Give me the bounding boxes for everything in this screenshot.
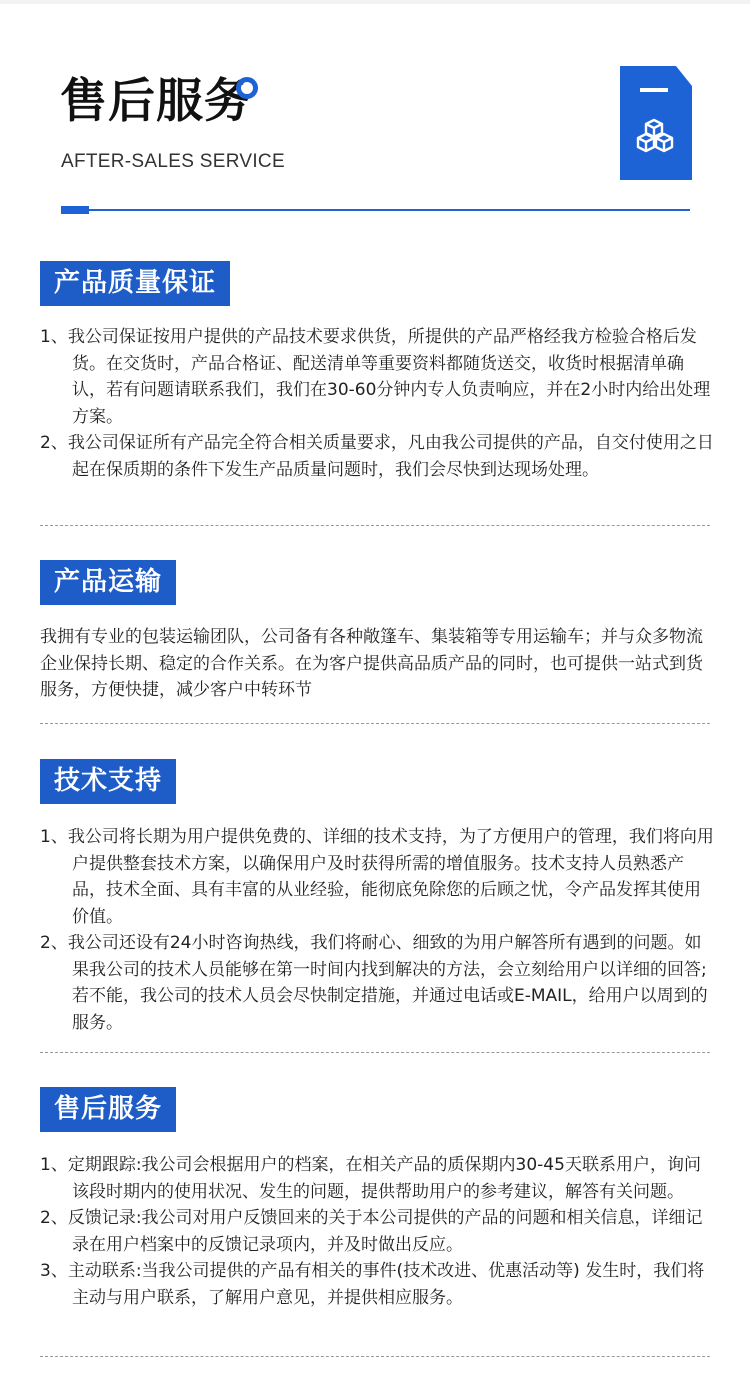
document-cubes-icon xyxy=(620,66,692,180)
list-item: 1、我公司将长期为用户提供免费的、详细的技术支持，为了方便用户的管理，我们将向用户提供整套技术方案，以确保用户及时获得所需的增值服务。技术支持人员熟悉产品，技术全面、具有丰富的从业经验，能彻底免除您的后顾之忧，令产品发挥其使用价值。 xyxy=(40,827,714,927)
section-body-after-sales xyxy=(40,1152,715,1311)
divider xyxy=(40,1052,710,1053)
section-heading-transport: 产品运输 xyxy=(40,560,176,605)
page-title: 售后服务 xyxy=(60,74,252,129)
list-item: 2、我公司还设有24小时咨询热线，我们将耐心、细致的为用户解答所有遇到的问题。如果我公司的技术人员能够在第一时间内找到解决的方法，会立刻给用户以详细的回答;若不能，我公司的技术人员会尽快制定措施，并通过电话或E-MAIL，给用户以周到的服务。 xyxy=(40,933,708,1033)
section-body-tech-support xyxy=(40,824,715,1036)
divider xyxy=(40,1356,710,1357)
paragraph: 我拥有专业的包装运输团队，公司备有各种敞篷车、集装箱等专用运输车；并与众多物流企业保持长期、稳定的合作关系。在为客户提供高品质产品的同时，也可提供一站式到货服务，方便快捷，减少客户中转环节 xyxy=(40,627,703,700)
divider xyxy=(40,723,710,724)
divider xyxy=(40,525,710,526)
title-ring-icon xyxy=(236,77,258,99)
list-item: 2、我公司保证所有产品完全符合相关质量要求，凡由我公司提供的产品，自交付使用之日起在保质期的条件下发生产品质量问题时，我们会尽快到达现场处理。 xyxy=(40,433,714,480)
page-subtitle: AFTER-SALES SERVICE xyxy=(61,151,285,172)
top-strip xyxy=(0,0,750,4)
section-body-quality xyxy=(40,324,715,483)
list-item: 3、主动联系:当我公司提供的产品有相关的事件(技术改进、优惠活动等) 发生时，我们将主动与用户联系，了解用户意见，并提供相应服务。 xyxy=(40,1261,705,1308)
list-item: 1、我公司保证按用户提供的产品技术要求供货，所提供的产品严格经我方检验合格后发货。在交货时，产品合格证、配送清单等重要资料都随货送交，收货时根据清单确认，若有问题请联系我们，我们在30-60分钟内专人负责响应，并在2小时内给出处理方案。 xyxy=(40,327,711,427)
title-underline xyxy=(61,209,690,211)
section-heading-after-sales: 售后服务 xyxy=(40,1087,176,1132)
list-item: 1、定期跟踪:我公司会根据用户的档案，在相关产品的质保期内30-45天联系用户，询问该段时期内的使用状况、发生的问题，提供帮助用户的参考建议，解答有关问题。 xyxy=(40,1155,701,1202)
section-heading-tech-support: 技术支持 xyxy=(40,759,176,804)
section-body-transport xyxy=(40,624,715,704)
list-item: 2、反馈记录:我公司对用户反馈回来的关于本公司提供的产品的问题和相关信息，详细记录在用户档案中的反馈记录项内，并及时做出反应。 xyxy=(40,1208,703,1255)
section-heading-quality: 产品质量保证 xyxy=(40,261,230,306)
